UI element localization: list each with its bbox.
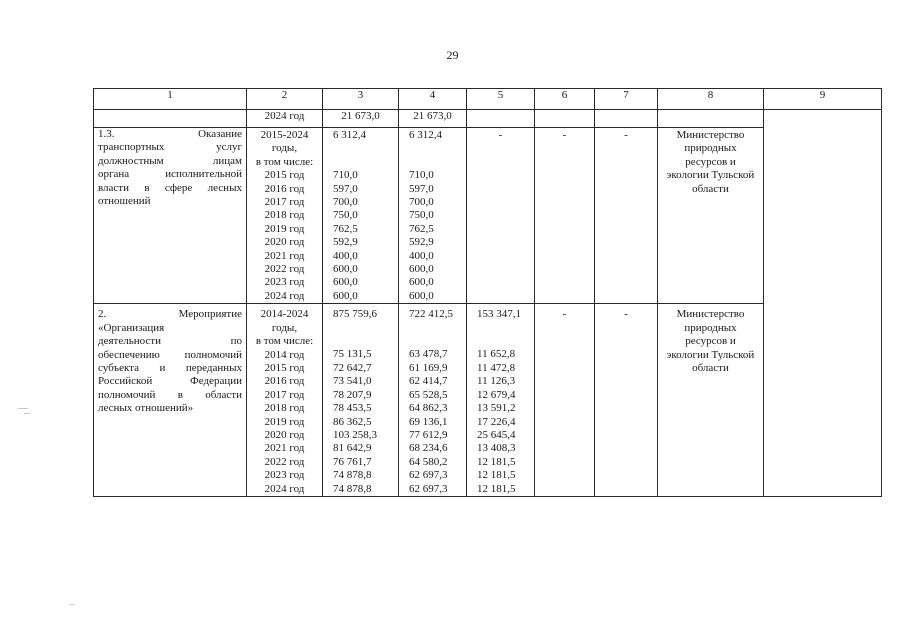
- year-federal: 25 645,4: [477, 428, 516, 441]
- executor-line: ресурсов и: [685, 155, 736, 168]
- period-total: 6 312,4: [333, 129, 366, 141]
- period-line: годы,: [271, 321, 298, 334]
- period-line: в том числе:: [255, 155, 314, 168]
- year-region: 64 862,3: [409, 402, 448, 415]
- header-row: [94, 89, 882, 110]
- header-cell: 8: [658, 89, 764, 110]
- year-federal: 12 679,4: [477, 388, 516, 401]
- continuation-col6: [535, 110, 595, 128]
- year-region: 710,0: [409, 169, 434, 182]
- measure-name-line: субъекта и переданных: [98, 361, 242, 374]
- header-cell: 6: [535, 89, 595, 110]
- year-region: 69 136,1: [409, 415, 448, 428]
- year-region: 400,0: [409, 249, 434, 262]
- year-region: 64 580,2: [409, 455, 448, 468]
- year-total: 597,0: [333, 182, 358, 195]
- col7-cell-1-3: -: [595, 128, 658, 304]
- year-total: 103 258,3: [333, 428, 377, 441]
- executor-cell-2: [658, 304, 764, 497]
- year-total: 73 541,0: [333, 375, 372, 388]
- year-federal: 11 652,8: [477, 348, 516, 361]
- year-total: 592,9: [333, 236, 358, 249]
- year-total: 400,0: [333, 249, 358, 262]
- page-number: 29: [446, 48, 459, 62]
- executor-line: ресурсов и: [685, 335, 736, 348]
- executor-line: Министерство: [676, 129, 745, 141]
- year-label: 2016 год: [264, 182, 305, 195]
- executor-cell-1-3: [658, 128, 764, 304]
- col6-cell-1-3: -: [535, 128, 595, 304]
- measure-name-line: полномочий в области: [98, 388, 242, 401]
- continuation-name-cell: [94, 110, 247, 128]
- year-total: 75 131,5: [333, 348, 372, 361]
- period-line: в том числе:: [255, 335, 314, 348]
- year-region: 62 697,3: [409, 482, 448, 495]
- year-region: 700,0: [409, 196, 434, 208]
- measure-name-line: деятельности по: [98, 335, 242, 348]
- measure-name-line: отношений: [98, 195, 151, 208]
- year-total: 74 878,8: [333, 482, 372, 495]
- year-region: 600,0: [409, 289, 434, 302]
- year-label: 2023 год: [264, 276, 305, 289]
- year-label: 2023 год: [264, 469, 305, 482]
- year-region: 600,0: [409, 276, 434, 289]
- column-9-cell: [764, 110, 882, 497]
- year-region: 77 612,9: [409, 428, 448, 441]
- year-federal: 11 472,8: [477, 361, 516, 374]
- measure-name-1-3: [94, 128, 247, 304]
- header-cell: 4: [399, 89, 467, 110]
- year-label: 2015 год: [264, 169, 305, 182]
- executor-line: природных: [684, 142, 737, 155]
- measure-title-start: Оказание: [198, 128, 242, 140]
- continuation-col5: [467, 110, 535, 128]
- year-total: 700,0: [333, 196, 358, 208]
- year-label: 2020 год: [264, 428, 305, 441]
- year-total: 710,0: [333, 169, 358, 182]
- continuation-region: 21 673,0: [399, 110, 467, 128]
- year-total: 600,0: [333, 289, 358, 302]
- row-2: [94, 304, 882, 497]
- continuation-total: 21 673,0: [323, 110, 399, 128]
- year-region: 61 169,9: [409, 361, 448, 374]
- period-total: 875 759,6: [333, 308, 377, 321]
- region-cell-1-3: [399, 128, 467, 304]
- year-label: 2022 год: [264, 455, 305, 468]
- measure-name-line: власти в сфере лесных: [98, 181, 242, 194]
- year-label: 2017 год: [264, 196, 305, 209]
- period-cell-1-3: [247, 128, 323, 304]
- year-label: 2021 год: [264, 442, 305, 455]
- header-cell: 1: [94, 89, 247, 110]
- period-region: 722 412,5: [409, 308, 453, 321]
- year-label: 2017 год: [264, 388, 305, 401]
- executor-line: экологии Тульской: [666, 169, 755, 182]
- year-region: 762,5: [409, 222, 434, 235]
- year-label: 2020 год: [264, 236, 305, 249]
- year-region: 592,9: [409, 236, 434, 249]
- year-region: 68 234,6: [409, 442, 448, 455]
- measure-name-line: транспортных услуг: [98, 141, 242, 154]
- year-total: 76 761,7: [333, 455, 372, 468]
- measure-name-line: обеспечению полномочий: [98, 348, 242, 361]
- continuation-col7: [595, 110, 658, 128]
- scan-mark: [24, 413, 30, 414]
- total-cell-2: [323, 304, 399, 497]
- header-cell: 2: [247, 89, 323, 110]
- year-label: 2022 год: [264, 263, 305, 276]
- measure-name-2: [94, 304, 247, 497]
- year-total: 86 362,5: [333, 415, 372, 428]
- period-line: 2014-2024: [260, 308, 309, 321]
- year-total: 81 642,9: [333, 442, 372, 455]
- year-label: 2018 год: [264, 209, 305, 222]
- year-label: 2019 год: [264, 415, 305, 428]
- year-federal: 13 408,3: [477, 442, 516, 455]
- year-label: 2021 год: [264, 249, 305, 262]
- year-label: 2014 год: [264, 348, 305, 361]
- year-label: 2016 год: [264, 375, 305, 388]
- year-label: 2018 год: [264, 402, 305, 415]
- program-budget-table: [93, 88, 882, 497]
- year-region: 62 697,3: [409, 469, 448, 482]
- executor-line: области: [692, 361, 729, 374]
- year-total: 78 453,5: [333, 402, 372, 415]
- measure-name-line: «Организация: [98, 321, 165, 334]
- period-region: 6 312,4: [409, 129, 442, 141]
- executor-line: природных: [684, 321, 737, 334]
- header-cell: 9: [764, 89, 882, 110]
- measure-number: 1.3.: [98, 128, 115, 140]
- year-region: 65 528,5: [409, 388, 448, 401]
- measure-name-line: должностным лицам: [98, 154, 242, 167]
- executor-line: Министерство: [676, 308, 745, 321]
- year-label: 2015 год: [264, 361, 305, 374]
- year-total: 72 642,7: [333, 361, 372, 374]
- continuation-row: [94, 110, 882, 128]
- year-federal: 12 181,5: [477, 455, 516, 468]
- year-region: 750,0: [409, 209, 434, 222]
- measure-name-line: Российской Федерации: [98, 375, 242, 388]
- period-cell-2: [247, 304, 323, 497]
- year-region: 62 414,7: [409, 375, 448, 388]
- year-federal: 11 126,3: [477, 375, 516, 388]
- continuation-col8: [658, 110, 764, 128]
- year-total: 750,0: [333, 209, 358, 222]
- year-region: 63 478,7: [409, 348, 448, 361]
- scan-mark: [18, 408, 28, 409]
- header-cell: 5: [467, 89, 535, 110]
- year-federal: 12 181,5: [477, 469, 516, 482]
- measure-name-line: лесных отношений»: [98, 402, 194, 415]
- year-label: 2019 год: [264, 222, 305, 235]
- period-line: 2015-2024: [260, 129, 309, 141]
- year-total: 78 207,9: [333, 388, 372, 401]
- year-total: 74 878,8: [333, 469, 372, 482]
- header-cell: 7: [595, 89, 658, 110]
- year-federal: 17 226,4: [477, 415, 516, 428]
- region-cell-2: [399, 304, 467, 497]
- row-1-3: [94, 128, 882, 304]
- year-total: 600,0: [333, 276, 358, 289]
- header-cell: 3: [323, 89, 399, 110]
- year-region: 597,0: [409, 182, 434, 195]
- executor-line: области: [692, 182, 729, 195]
- period-federal: 153 347,1: [477, 308, 521, 321]
- year-label: 2024 год: [264, 482, 305, 495]
- measure-title-start: Мероприятие: [178, 308, 242, 321]
- year-region: 600,0: [409, 263, 434, 276]
- year-total: 600,0: [333, 263, 358, 276]
- period-line: годы,: [271, 142, 298, 155]
- total-cell-1-3: [323, 128, 399, 304]
- federal-cell-2: [467, 304, 535, 497]
- col6-cell-2: -: [535, 304, 595, 497]
- continuation-year: 2024 год: [247, 110, 323, 128]
- measure-name-line: органа исполнительной: [98, 168, 242, 181]
- year-federal: 12 181,5: [477, 482, 516, 495]
- year-label: 2024 год: [264, 289, 305, 302]
- year-federal: 13 591,2: [477, 402, 516, 415]
- col7-cell-2: -: [595, 304, 658, 497]
- measure-number: 2.: [98, 308, 107, 321]
- scan-mark: [70, 604, 74, 605]
- executor-line: экологии Тульской: [666, 348, 755, 361]
- col5-cell-1-3: -: [467, 128, 535, 304]
- year-total: 762,5: [333, 222, 358, 235]
